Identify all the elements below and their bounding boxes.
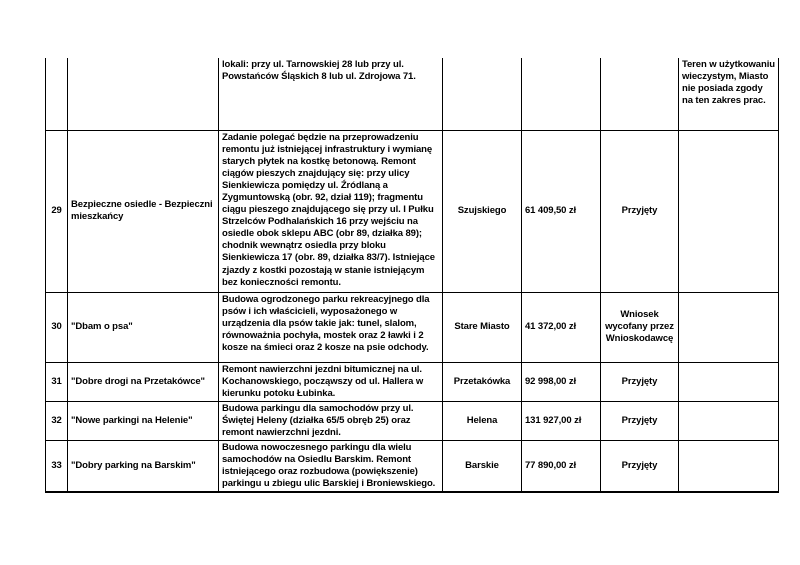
table-row [46,292,779,362]
status-cell: Wniosek wycofany przez Wnioskodawcę [601,292,679,362]
project-name-cell: Bezpieczne osiedle - Bezpieczni mieszkańcy [68,130,219,292]
table-row [46,362,779,401]
status-cell: Przyjęty [601,441,679,493]
project-name-cell [68,58,219,130]
amount-cell: 77 890,00 zł [522,441,601,493]
notes-cell [679,130,779,292]
amount-cell: 61 409,50 zł [522,130,601,292]
district-cell: Helena [443,401,522,440]
amount-cell: 131 927,00 zł [522,401,601,440]
row-number-cell: 30 [46,292,68,362]
status-cell [601,58,679,130]
row-number-cell: 33 [46,441,68,493]
amount-cell: 41 372,00 zł [522,292,601,362]
project-name-cell: "Dobre drogi na Przetakówce" [68,362,219,401]
table-row [46,441,779,493]
table-row [46,130,779,292]
table-row [46,401,779,440]
project-description-cell: Budowa parkingu dla samochodów przy ul. Świętej Heleny (działka 65/5 obręb 25) oraz remont nawierzchni jezdni. [219,401,443,440]
status-cell: Przyjęty [601,362,679,401]
project-name-cell: "Nowe parkingi na Helenie" [68,401,219,440]
amount-cell [522,58,601,130]
notes-cell [679,441,779,493]
notes-cell [679,292,779,362]
project-description-cell: Budowa ogrodzonego parku rekreacyjnego dla psów i ich właścicieli, wyposażonego w urządzenia dla psów takie jak: tunel, slalom, równoważnia pochyła, mostek oraz 2 ławki i 2 kosze na śmieci oraz 2 kosze na psie odchody. [219,292,443,362]
district-cell: Barskie [443,441,522,493]
district-cell: Przetakówka [443,362,522,401]
status-cell: Przyjęty [601,401,679,440]
notes-cell [679,401,779,440]
row-number-cell: 32 [46,401,68,440]
row-number-cell [46,58,68,130]
project-description-cell: Remont nawierzchni jezdni bitumicznej na ul. Kochanowskiego, począwszy od ul. Hallera w kierunku potoku Łubinka. [219,362,443,401]
amount-cell: 92 998,00 zł [522,362,601,401]
notes-cell [679,362,779,401]
status-cell: Przyjęty [601,130,679,292]
notes-cell: Teren w użytkowaniu wieczystym, Miasto nie posiada zgody na ten zakres prac. [679,58,779,130]
project-description-cell: Zadanie polegać będzie na przeprowadzeniu remontu już istniejącej infrastruktury i wymianę starych płytek na kostkę betonową. Remont ciągów pieszych znajdujący się: przy ulicy Sienkiewicza pomiędzy ul. Źródlaną a Zygmuntowską (obr. 92, dział 119); fragmentu ciągu pieszego znajdującego się przy ul. I Pułku Strzelców Podhalańskich 16 przy wejściu na osiedle obok sklepu ABC (obr 89, działka 89); chodnik wewnątrz osiedla przy bloku Sienkiewicza 17 (obr. 89, działka 83/7). Istniejące zjazdy z kostki pozostają w stanie istniejącym bez konieczności remontu. [219,130,443,292]
district-cell [443,58,522,130]
project-description-cell: Budowa nowoczesnego parkingu dla wielu samochodów na Osiedlu Barskim. Remont istniejącego oraz rozbudowa (powiększenie) parkingu u zbiegu ulic Barskiej i Broniewskiego. [219,441,443,493]
table-row [46,58,779,130]
project-description-cell: lokali: przy ul. Tarnowskiej 28 lub przy ul. Powstańców Śląskich 8 lub ul. Zdrojowa 71. [219,58,443,130]
row-number-cell: 31 [46,362,68,401]
project-name-cell: "Dobry parking na Barskim" [68,441,219,493]
district-cell: Stare Miasto [443,292,522,362]
district-cell: Szujskiego [443,130,522,292]
project-name-cell: "Dbam o psa" [68,292,219,362]
row-number-cell: 29 [46,130,68,292]
projects-table [45,58,779,493]
